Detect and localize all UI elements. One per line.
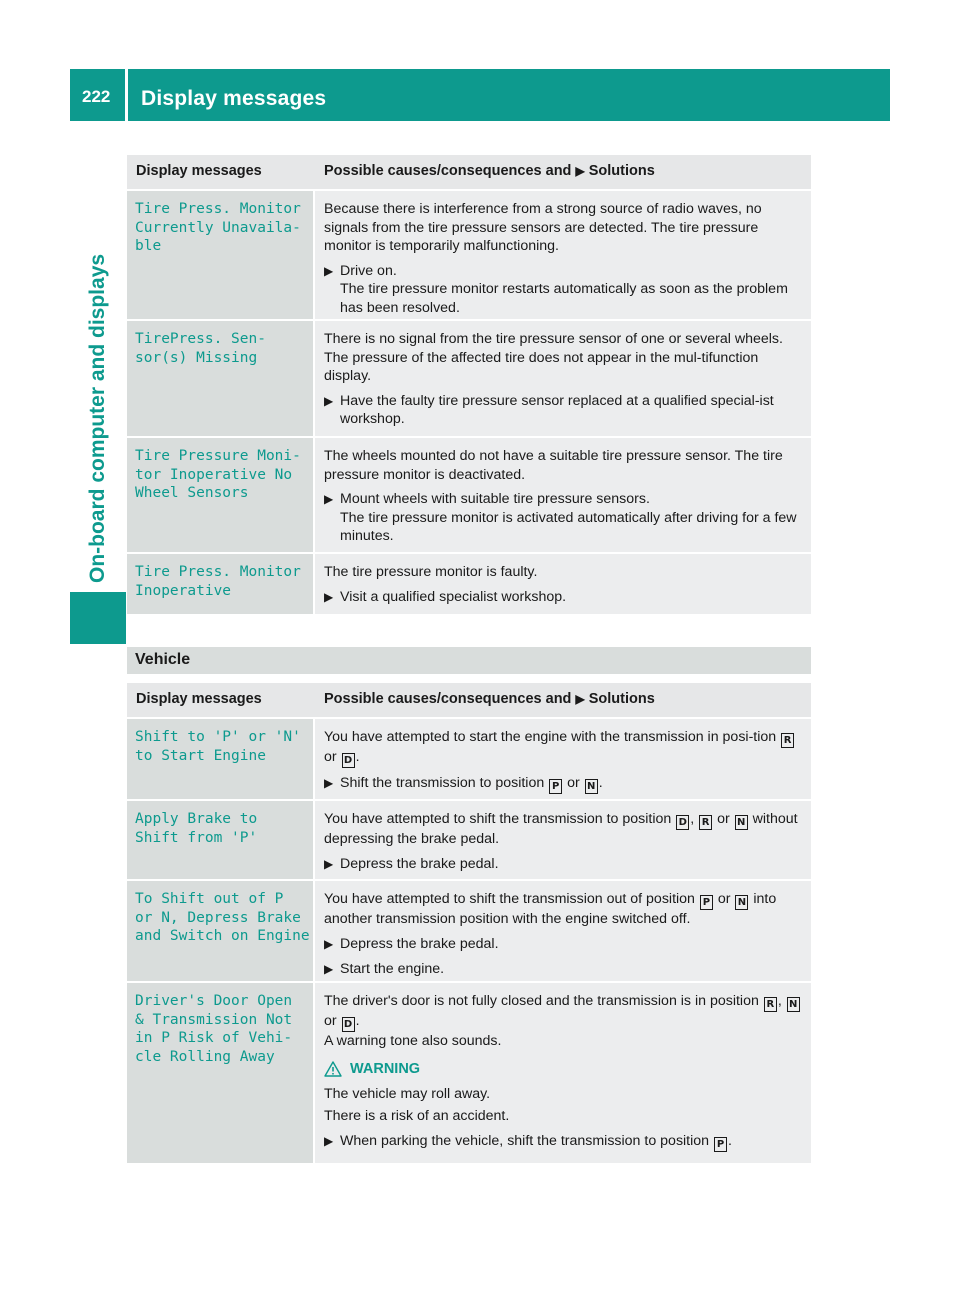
warning-triangle-icon xyxy=(324,1061,342,1077)
step-note: The tire pressure monitor restarts automatically as soon as the problem has been resolved. xyxy=(340,281,788,316)
chapter-side-label-text: On-board computer and displays xyxy=(86,253,109,583)
vehicle-section-bar xyxy=(127,647,811,674)
cause-text xyxy=(324,992,803,1032)
step-text: Mount wheels with suitable tire pressure sensors. xyxy=(340,491,650,507)
col-header-messages: Display messages xyxy=(136,691,262,707)
solution-step xyxy=(324,490,803,546)
display-message: Tire Press. Monitor Inoperative xyxy=(135,564,301,599)
table-row xyxy=(127,881,811,983)
cause-text: The tire pressure monitor is faulty. xyxy=(324,564,538,580)
cause-text: A warning tone also sounds. xyxy=(324,1033,502,1049)
cause-text xyxy=(324,728,803,768)
tire-table xyxy=(127,155,811,616)
col-header-causes xyxy=(315,155,811,189)
page-title: Display messages xyxy=(141,87,327,110)
step-text: Have the faulty tire pressure sensor replaced at a qualified special‐ist workshop. xyxy=(340,392,774,427)
table-row xyxy=(127,554,811,616)
solution-step xyxy=(324,774,803,794)
play-arrow-icon: ▶ xyxy=(575,164,585,178)
cause-text-part: into another transmission position with the engine switched off. xyxy=(324,891,777,927)
gear-r-icon: R xyxy=(764,997,777,1012)
side-tab-block xyxy=(70,592,126,644)
header-divider xyxy=(125,69,128,121)
step-text: Shift the transmission to position xyxy=(340,775,545,791)
cause-text-part: You have attempted to shift the transmission to position xyxy=(324,811,672,827)
step-text: When parking the vehicle, shift the transmission to position xyxy=(340,1132,710,1149)
cause-text-part: without depressing the brake pedal. xyxy=(324,811,798,847)
vehicle-section-title: Vehicle xyxy=(135,651,191,668)
play-arrow-icon: ▶ xyxy=(324,961,334,976)
period-text: . xyxy=(355,749,360,765)
gear-r-icon: R xyxy=(699,815,712,830)
col-header-solutions-text: Solutions xyxy=(588,163,655,179)
solution-step xyxy=(324,855,803,874)
table-header xyxy=(127,155,811,191)
chapter-side-label xyxy=(86,254,110,583)
play-arrow-icon: ▶ xyxy=(324,263,334,278)
page-number: 222 xyxy=(82,87,111,106)
cause-text-part: You have attempted to shift the transmission out of position xyxy=(324,891,695,907)
col-header-solutions-text: Solutions xyxy=(588,691,655,707)
table-row xyxy=(127,983,811,1165)
table-row xyxy=(127,438,811,554)
cause-text-part: The driver's door is not fully closed and the transmission is in position xyxy=(324,993,759,1009)
gear-p-icon: P xyxy=(549,779,562,794)
cause-text: There is no signal from the tire pressure sensor of one or several wheels. The pressure of the affected tire does not appear in the mul‐tifunction display. xyxy=(324,331,783,384)
or-text: or xyxy=(717,891,731,907)
play-arrow-icon: ▶ xyxy=(324,393,334,408)
or-text: or xyxy=(717,811,730,827)
comma-text: , xyxy=(690,811,695,827)
solution-step xyxy=(324,1132,803,1152)
gear-p-icon: P xyxy=(700,895,713,910)
play-arrow-icon: ▶ xyxy=(324,1133,334,1148)
play-arrow-icon: ▶ xyxy=(324,856,334,871)
gear-d-icon: D xyxy=(342,753,355,768)
step-text: Depress the brake pedal. xyxy=(340,935,499,952)
display-message: Driver's Door Open & Transmission Not in P Risk of Vehi‐ cle Rolling Away xyxy=(135,993,293,1065)
display-message: To Shift out of P or N, Depress Brake and Switch on Engine xyxy=(135,891,310,944)
col-header-causes-text: Possible causes/consequences and xyxy=(324,163,572,179)
vehicle-table xyxy=(127,683,811,1165)
play-arrow-icon: ▶ xyxy=(324,776,334,790)
step-text: Start the engine. xyxy=(340,960,445,977)
gear-n-icon: N xyxy=(735,815,748,830)
step-note: The tire pressure monitor is activated automatically after driving for a few minutes. xyxy=(340,509,797,544)
gear-d-icon: D xyxy=(676,815,689,830)
display-message: TirePress. Sen‐ sor(s) Missing xyxy=(135,331,266,366)
period-text: . xyxy=(728,1132,732,1149)
display-message: Tire Press. Monitor Currently Unavaila‐ ble xyxy=(135,201,301,254)
gear-d-icon: D xyxy=(342,1017,355,1032)
gear-n-icon: N xyxy=(735,895,748,910)
warning-label: WARNING xyxy=(350,1060,421,1077)
warning-heading xyxy=(324,1061,803,1077)
gear-p-icon: P xyxy=(714,1137,727,1152)
warning-text: The vehicle may roll away. xyxy=(324,1085,491,1102)
table-row xyxy=(127,801,811,881)
table-header xyxy=(127,683,811,719)
table-row xyxy=(127,719,811,801)
or-text: or xyxy=(567,775,580,791)
solution-step xyxy=(324,935,803,954)
display-message: Apply Brake to Shift from 'P' xyxy=(135,811,258,846)
step-text: Depress the brake pedal. xyxy=(340,855,499,872)
table-row xyxy=(127,191,811,321)
warning-text: There is a risk of an accident. xyxy=(324,1108,510,1124)
step-text: Drive on. xyxy=(340,262,397,279)
or-text: or xyxy=(324,1013,337,1029)
col-header-messages: Display messages xyxy=(136,163,262,179)
solution-step xyxy=(324,392,803,429)
comma-text: , xyxy=(777,993,782,1009)
period-text: . xyxy=(598,775,603,791)
cause-text: The wheels mounted do not have a suitable tire pressure sensor. The tire pressure monitor is deactivated. xyxy=(324,448,783,483)
play-arrow-icon: ▶ xyxy=(324,936,334,951)
cause-text: Because there is interference from a strong source of radio waves, no signals from the tire pressure sensors are detected. The tire pressure monitor is temporarily malfunctioning. xyxy=(324,201,762,254)
cause-text xyxy=(324,890,803,929)
cause-text xyxy=(324,810,803,849)
play-arrow-icon: ▶ xyxy=(575,692,585,706)
cause-text-part: You have attempted to start the engine with the transmission in posi‐tion xyxy=(324,729,777,745)
display-message: Shift to 'P' or 'N' to Start Engine xyxy=(135,729,301,764)
table-row xyxy=(127,321,811,438)
play-arrow-icon: ▶ xyxy=(324,589,334,604)
gear-n-icon: N xyxy=(787,997,800,1012)
or-text: or xyxy=(324,749,337,765)
gear-r-icon: R xyxy=(781,733,794,748)
solution-step xyxy=(324,960,803,979)
solution-step xyxy=(324,588,803,607)
col-header-causes xyxy=(315,683,811,717)
col-header-causes-text: Possible causes/consequences and xyxy=(324,691,572,707)
solution-step xyxy=(324,262,803,318)
gear-n-icon: N xyxy=(585,779,598,794)
display-message: Tire Pressure Moni‐ tor Inoperative No Wheel Sensors xyxy=(135,448,301,501)
period-text: . xyxy=(355,1013,360,1029)
play-arrow-icon: ▶ xyxy=(324,492,334,506)
step-text: Visit a qualified specialist workshop. xyxy=(340,588,567,605)
